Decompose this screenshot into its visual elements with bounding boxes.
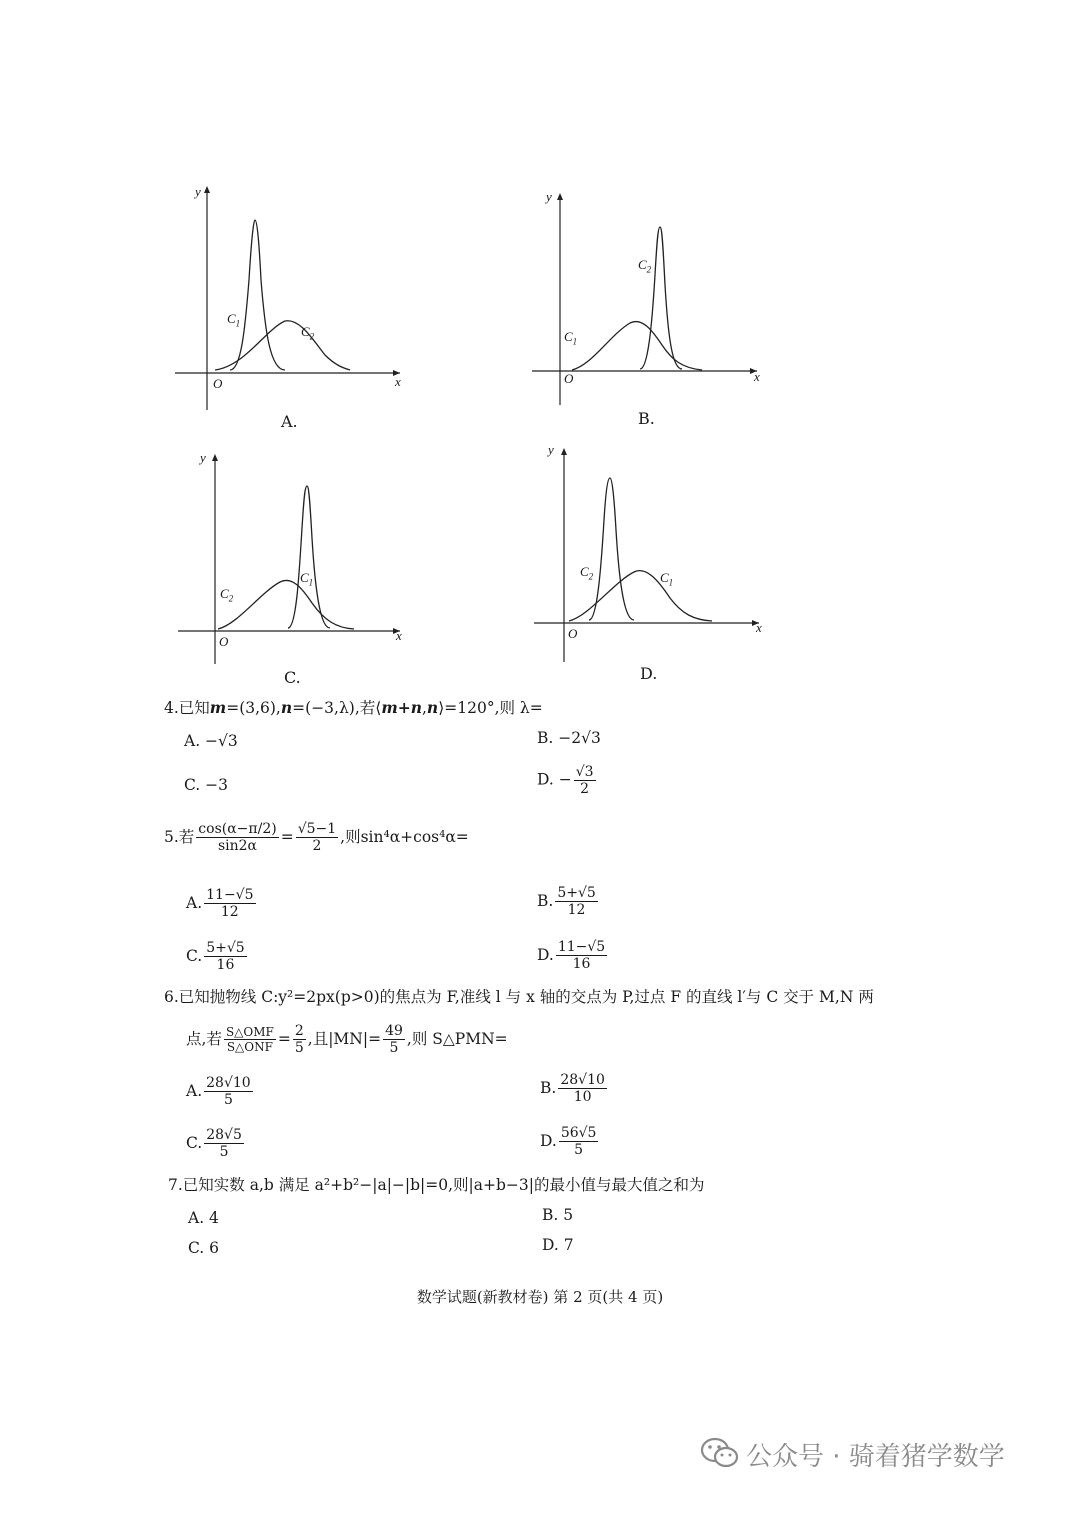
curve-c2 [589, 478, 634, 620]
q4-option-d: D. − $\frac{√3}{2}$ [537, 764, 594, 797]
origin-label: O [219, 634, 229, 649]
axis-y-label: y [200, 450, 206, 465]
q7-option-a: A. 4 [188, 1209, 219, 1227]
curve-c1-label: $C_1$ [564, 329, 578, 347]
q5-option-c: C. $\frac{5+√5}{16}$ [186, 940, 245, 973]
graph-b-label: B. [638, 409, 655, 428]
watermark [700, 1434, 1060, 1474]
question-7-stem: 7.已知实数 a,b 满足 a²+b²−|a|−|b|=0,则|a+b−3|的最小值与最大值之和为 [168, 1176, 705, 1194]
origin-label: O [568, 626, 578, 641]
q6-option-d: D. $\frac{56√5}{5}$ [540, 1125, 597, 1158]
q4-option-a: A. −√3 [184, 732, 238, 750]
curve-c2 [215, 321, 287, 370]
q4-option-b: B. −2√3 [537, 729, 601, 747]
axis-x-label: x [395, 374, 401, 389]
axis-y-label: y [548, 442, 554, 457]
curve-c2-label: $C_2$ [580, 564, 594, 582]
graph-a-label: A. [281, 412, 298, 431]
q4-option-c: C. −3 [184, 776, 229, 794]
curve-c1 [230, 220, 285, 370]
q7-option-c: C. 6 [188, 1239, 220, 1257]
question-5-stem: 5.若 $\frac{\cos(\alpha-\pi/2)}{\sin 2\alpha}$ = $\frac{√5-1}{2}$ ,则sin⁴α+cos⁴α= [164, 821, 469, 854]
axis-x-label: x [754, 369, 760, 384]
origin-label: O [564, 371, 574, 386]
curve-c1-label: $C_1$ [660, 570, 674, 588]
graph-a-plot [175, 180, 405, 410]
curve-c2 [640, 227, 682, 369]
curve-c2 [218, 580, 354, 629]
curve-c1 [572, 322, 702, 370]
q6-option-c: C. $\frac{28√5}{5}$ [186, 1127, 242, 1160]
curve-c1-label: $C_1$ [300, 570, 314, 588]
curve-c2-label: $C_2$ [638, 257, 652, 275]
page-footer: 数学试题(新教材卷) 第 2 页(共 4 页) [416, 1288, 664, 1306]
curve-c2-label: $C_2$ [301, 324, 315, 342]
watermark-text: 公众号 · 骑着猪学数学 [746, 1442, 1005, 1472]
curve-c1-label: $C_1$ [227, 311, 241, 329]
graph-d [534, 440, 769, 685]
wechat-icon [700, 1436, 740, 1470]
axis-x-label: x [756, 620, 762, 635]
axis-y-label: y [195, 184, 201, 199]
axis-x-label: x [396, 628, 402, 643]
q7-option-d: D. 7 [542, 1236, 574, 1254]
q5-option-b: B. $\frac{5+√5}{12}$ [537, 885, 596, 918]
graph-b [532, 185, 767, 445]
q5-lhs-fraction: $\frac{\cos(\alpha-\pi/2)}{\sin 2\alpha}$ [198, 821, 277, 854]
q6-option-a: A. $\frac{28√10}{5}$ [186, 1075, 251, 1108]
question-6-stem-line2: 点,若 $\frac{\text{S△OMF}}{\text{S△ONF}}$ = $\frac{2}{5}$ ,且|MN|= $\frac{49}{5}$ ,则 S△PMN= [186, 1023, 508, 1056]
q5-option-a: A. $\frac{11-√5}{12}$ [186, 887, 254, 920]
q6-option-b: B. $\frac{28√10}{10}$ [540, 1072, 605, 1105]
q7-option-b: B. 5 [542, 1206, 574, 1224]
question-6-stem-line1: 6.已知抛物线 C:y²=2px(p>0)的焦点为 F,准线 l 与 x 轴的交点为 P,过点 F 的直线 l′与 C 交于 M,N 两 [164, 988, 874, 1006]
origin-label: O [213, 376, 223, 391]
q5-option-d: D. $\frac{11-√5}{16}$ [537, 939, 606, 972]
curve-c1 [288, 486, 330, 628]
graph-a [175, 180, 405, 440]
curve-c2-label: $C_2$ [220, 586, 234, 604]
axis-y-label: y [546, 189, 552, 204]
question-4-stem: 4.已知m=(3,6),n=(−3,λ),若⟨m+n,n⟩=120°,则 λ= [164, 698, 543, 717]
graph-c-plot [178, 448, 408, 678]
graph-c [178, 448, 408, 693]
graph-c-label: C. [284, 668, 301, 687]
graph-d-label: D. [640, 664, 658, 683]
